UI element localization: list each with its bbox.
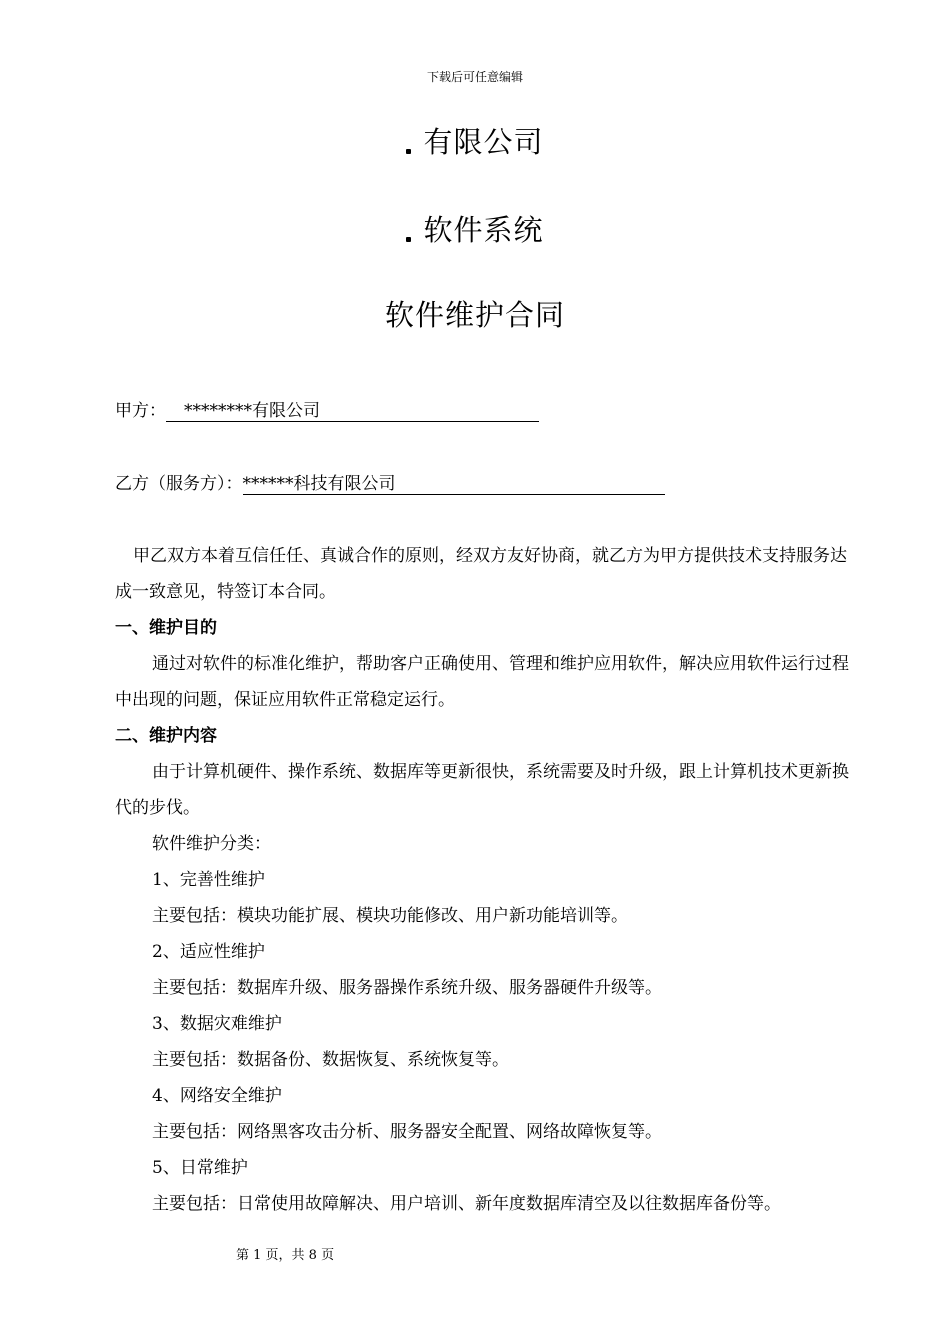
- section1-body: 通过对软件的标准化维护，帮助客户正确使用、管理和维护应用软件，解决应用软件运行过程中出现的问题，保证应用软件正常稳定运行。: [115, 654, 849, 710]
- title-company-text: 有限公司: [423, 125, 544, 159]
- section2-heading: 二、维护内容: [115, 726, 217, 746]
- party-a-line: [115, 396, 539, 422]
- blank-dot-company: [406, 149, 411, 154]
- item-title: 3、数据灾难维护: [152, 1014, 282, 1034]
- party-b-label: 乙方（服务方）：: [115, 474, 243, 494]
- title-system: [0, 208, 950, 249]
- header-note: 下载后可任意编辑: [426, 70, 523, 84]
- section1-heading: 一、维护目的: [115, 618, 217, 638]
- blank-dot-system: [406, 237, 411, 242]
- party-b-line: [115, 469, 665, 495]
- categories-label: 软件维护分类：: [152, 834, 271, 854]
- item-title: 2、适应性维护: [152, 942, 265, 962]
- intro-paragraph: 甲乙双方本着互信任任、真诚合作的原则，经双方友好协商，就乙方为甲方提供技术支持服务达成一致意见，特签订本合同。: [115, 546, 847, 602]
- title-company: [0, 120, 950, 161]
- item-title: 5、日常维护: [152, 1158, 248, 1178]
- item-detail: 主要包括：网络黑客攻击分析、服务器安全配置、网络故障恢复等。: [152, 1122, 662, 1142]
- item-title: 1、完善性维护: [152, 870, 265, 890]
- item-detail: 主要包括：数据备份、数据恢复、系统恢复等。: [152, 1050, 509, 1070]
- item-detail: 主要包括：数据库升级、服务器操作系统升级、服务器硬件升级等。: [152, 978, 662, 998]
- item-detail: 主要包括：模块功能扩展、模块功能修改、用户新功能培训等。: [152, 906, 628, 926]
- title-system-text: 软件系统: [423, 213, 544, 247]
- item-title: 4、网络安全维护: [152, 1086, 282, 1106]
- party-a-value: ********有限公司: [166, 401, 539, 422]
- party-a-label: 甲方：: [115, 401, 166, 421]
- party-b-value: ******科技有限公司: [243, 474, 665, 495]
- contract-body: [115, 538, 860, 1222]
- item-detail: 主要包括：日常使用故障解决、用户培训、新年度数据库清空及以往数据库备份等。: [152, 1194, 781, 1214]
- section2-body: 由于计算机硬件、操作系统、数据库等更新很快，系统需要及时升级，跟上计算机技术更新换代的步伐。: [115, 762, 849, 818]
- title-contract: 软件维护合同: [384, 298, 565, 332]
- page-footer: 第 1 页，共 8 页: [236, 1248, 335, 1263]
